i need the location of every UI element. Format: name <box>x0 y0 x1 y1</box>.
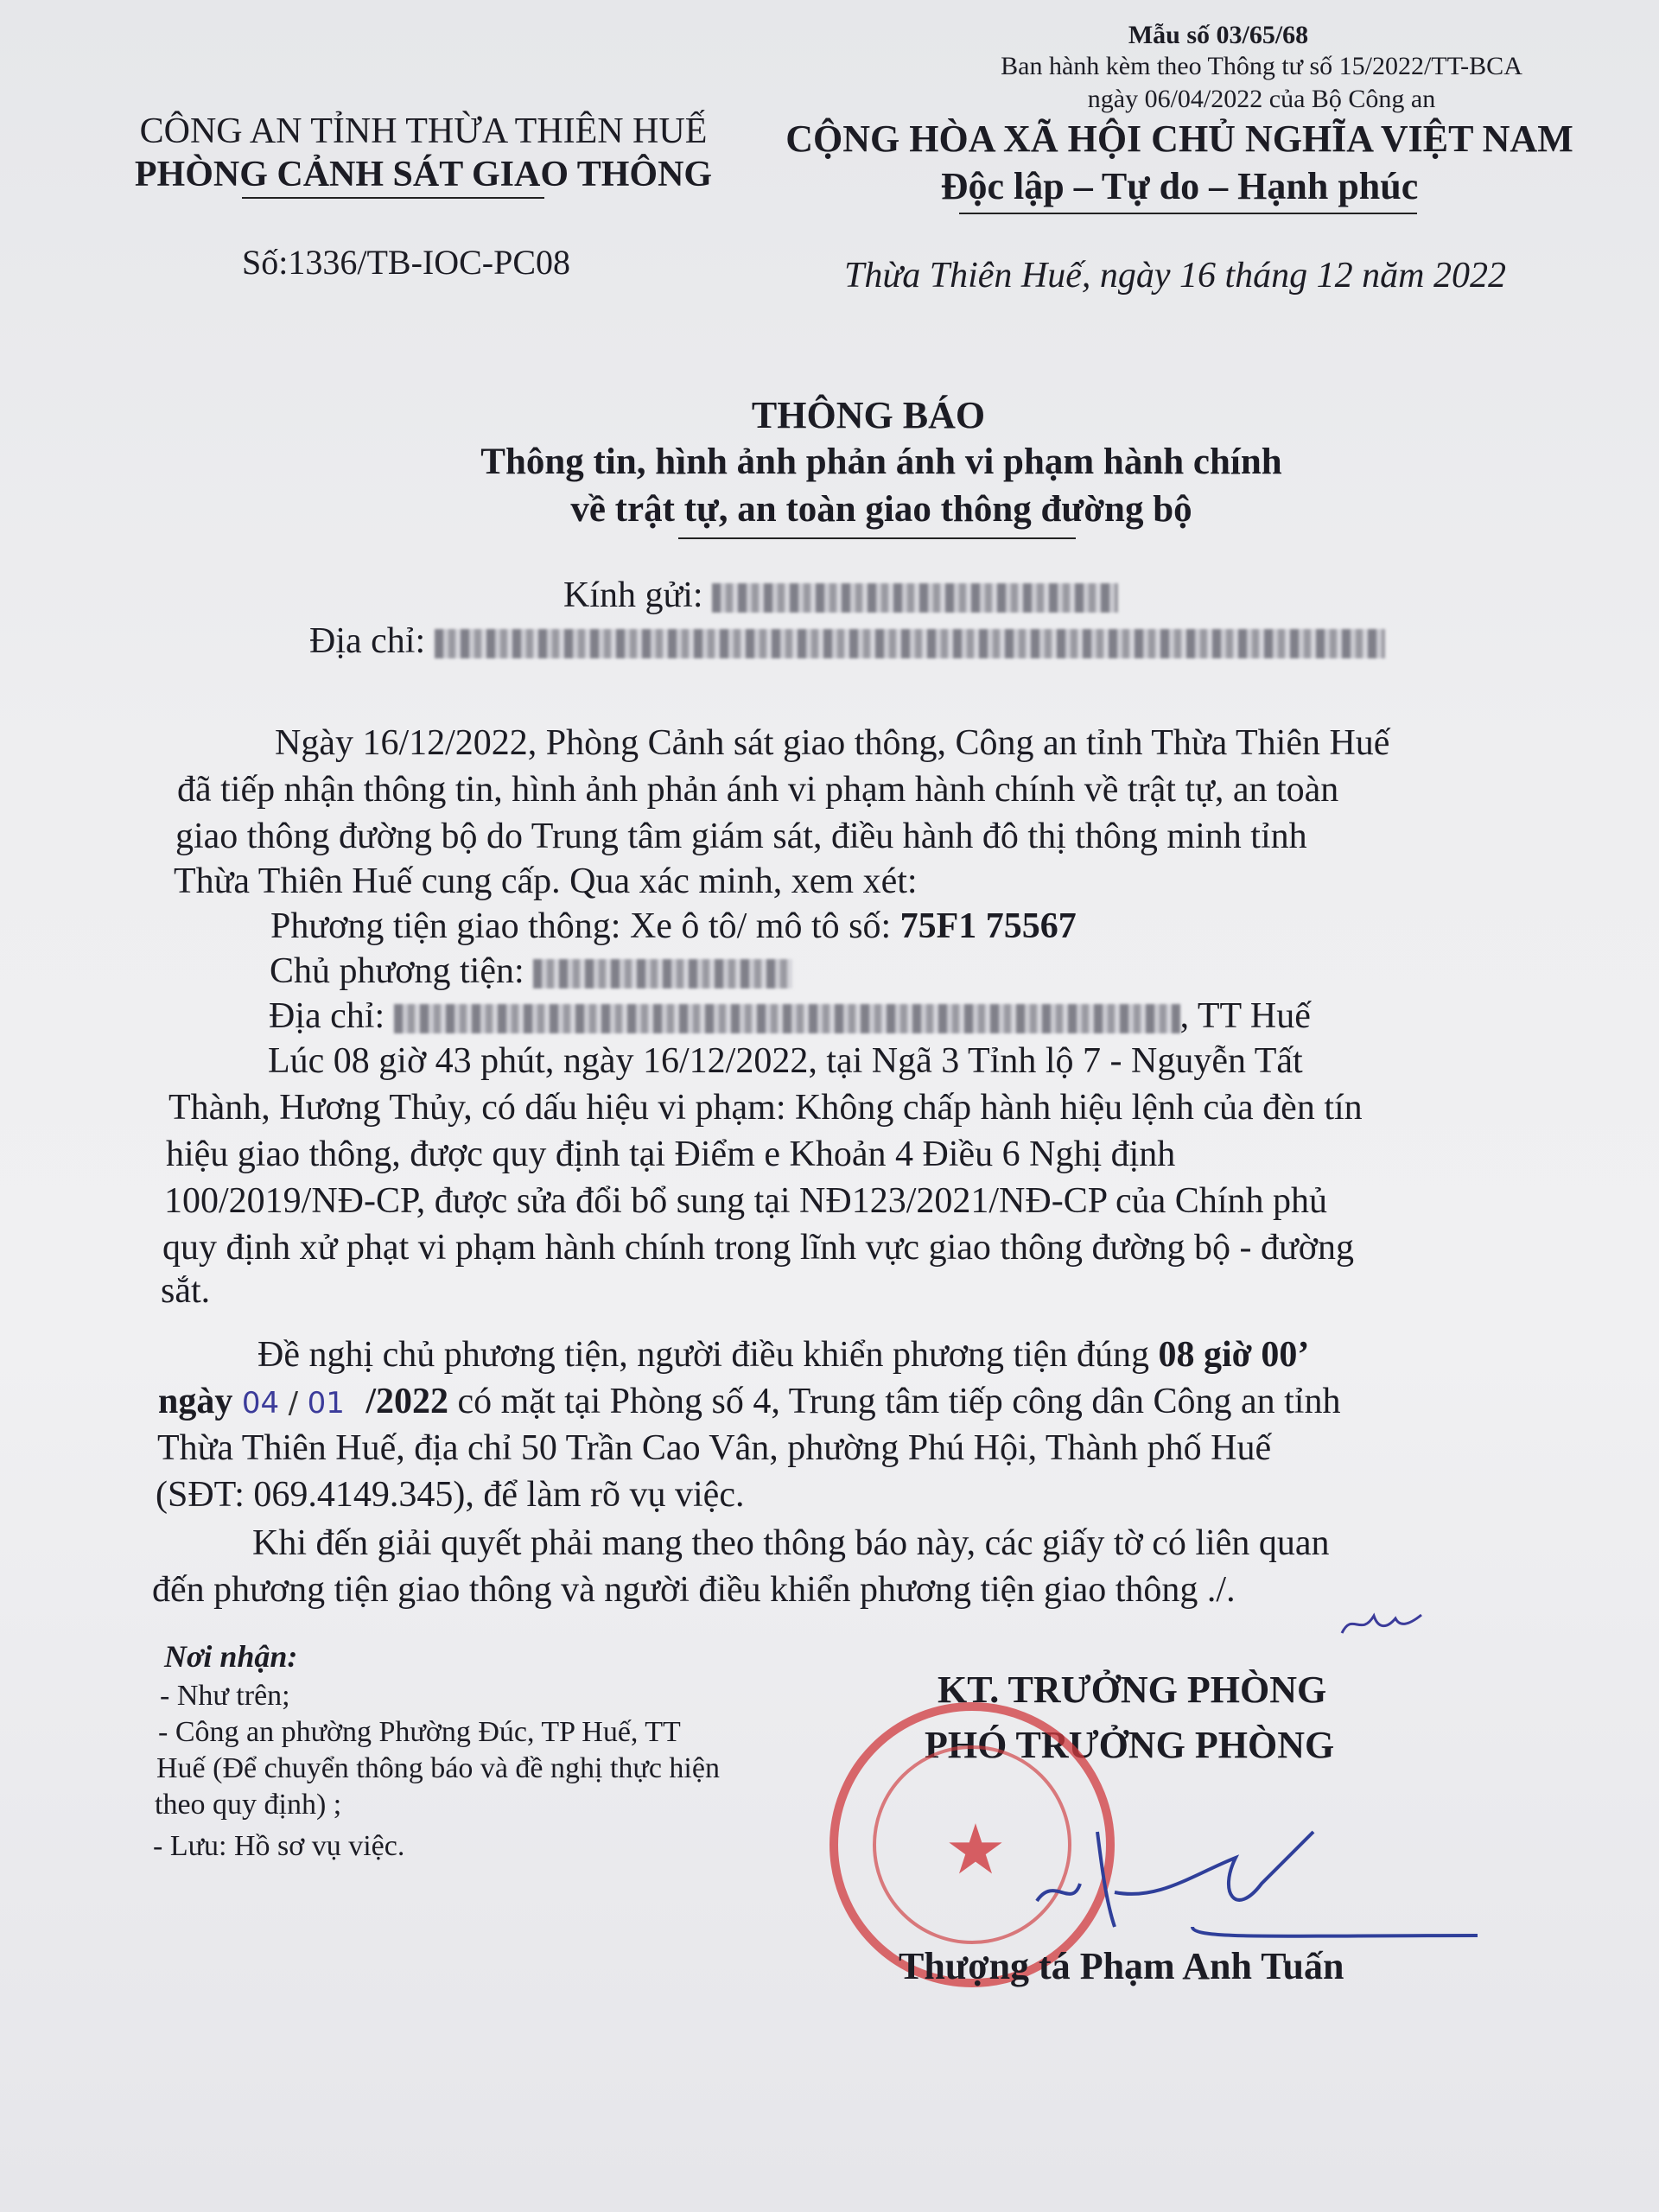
form-number: Mẫu số 03/65/68 <box>1128 21 1309 49</box>
paragraph1-line2: đã tiếp nhận thông tin, hình ảnh phản ánh vi phạm hành chính về trật tự, an toàn <box>177 770 1339 810</box>
handwritten-month: 01 <box>307 1386 345 1421</box>
owner-address-line <box>269 995 1311 1037</box>
agency-underline <box>242 197 544 199</box>
form-reference-line1: Ban hành kèm theo Thông tư số 15/2022/TT-BCA <box>1001 52 1522 80</box>
paragraph3-line3: Thừa Thiên Huế, địa chỉ 50 Trần Cao Vân, phường Phú Hội, Thành phố Huế <box>157 1428 1272 1468</box>
initials-mark <box>1335 1594 1430 1646</box>
signer-name: Thượng tá Phạm Anh Tuấn <box>899 1945 1344 1987</box>
paragraph4-line2: đến phương tiện giao thông và người điều khiển phương tiện giao thông ./. <box>152 1570 1236 1610</box>
owner-label: Chủ phương tiện: <box>270 951 524 991</box>
document-number: Số:1336/TB-IOC-PC08 <box>242 243 571 282</box>
paragraph2-line4: 100/2019/NĐ-CP, được sửa đổi bổ sung tại NĐ123/2021/NĐ-CP của Chính phủ <box>164 1181 1327 1221</box>
paragraph3-line4: (SĐT: 069.4149.345), để làm rõ vụ việc. <box>156 1475 745 1515</box>
motto-underline <box>959 213 1417 214</box>
seal-star-icon: ★ <box>944 1809 1007 1890</box>
national-motto: Độc lập – Tự do – Hạnh phúc <box>940 165 1419 207</box>
appointment-time: 08 giờ 00’ <box>1158 1335 1310 1375</box>
signer-title-line1: KT. TRƯỞNG PHÒNG <box>938 1669 1327 1711</box>
recipient-address-redacted <box>435 629 1385 658</box>
appointment-location: có mặt tại Phòng số 4, Trung tâm tiếp công dân Công an tỉnh <box>448 1382 1341 1421</box>
form-reference-line2: ngày 06/04/2022 của Bộ Công an <box>1087 85 1436 113</box>
appointment-day-label: ngày <box>158 1382 233 1421</box>
owner-address-label: Địa chỉ: <box>269 996 385 1036</box>
vehicle-label: Phương tiện giao thông: Xe ô tô/ mô tô số: <box>270 906 900 946</box>
recipient-line <box>563 575 1118 616</box>
recipients-line4: theo quy định) ; <box>155 1789 342 1821</box>
owner-line <box>270 950 792 992</box>
paragraph2-line1: Lúc 08 giờ 43 phút, ngày 16/12/2022, tại Ngã 3 Tỉnh lộ 7 - Nguyễn Tất <box>268 1041 1303 1081</box>
paragraph2-line2: Thành, Hương Thủy, có dấu hiệu vi phạm: Không chấp hành hiệu lệnh của đèn tín <box>168 1088 1363 1128</box>
national-title: CỘNG HÒA XÃ HỘI CHỦ NGHĨA VIỆT NAM <box>785 118 1573 160</box>
recipient-name-redacted <box>712 583 1118 613</box>
appointment-year: /2022 <box>365 1382 449 1421</box>
owner-address-redacted <box>394 1004 1180 1033</box>
paragraph1-line1: Ngày 16/12/2022, Phòng Cảnh sát giao thông, Công an tỉnh Thừa Thiên Huế <box>275 723 1390 763</box>
vehicle-plate: 75F1 75567 <box>899 906 1077 946</box>
vehicle-line <box>270 906 1077 947</box>
paragraph1-line4: Thừa Thiên Huế cung cấp. Qua xác minh, xem xét: <box>174 861 918 901</box>
place-and-date: Thừa Thiên Huế, ngày 16 tháng 12 năm 2022 <box>843 256 1507 296</box>
recipient-label: Kính gửi: <box>563 575 703 615</box>
paragraph3-line1 <box>257 1334 1309 1376</box>
recipients-line5: - Lưu: Hồ sơ vụ việc. <box>153 1830 405 1862</box>
document-title: THÔNG BÁO <box>751 394 986 436</box>
date-separator: / <box>288 1386 299 1421</box>
paragraph3-line1-text: Đề nghị chủ phương tiện, người điều khiển phương tiện đúng <box>257 1335 1159 1375</box>
recipient-address-label: Địa chỉ: <box>309 621 426 661</box>
paragraph1-line3: giao thông đường bộ do Trung tâm giám sát, điều hành đô thị thông minh tỉnh <box>175 817 1307 856</box>
handwritten-day: 04 <box>241 1386 280 1421</box>
recipients-line2: - Công an phường Phường Đúc, TP Huế, TT <box>158 1716 681 1748</box>
owner-address-tail: , TT Huế <box>1179 996 1311 1036</box>
paragraph2-line3: hiệu giao thông, được quy định tại Điểm e Khoản 4 Điều 6 Nghị định <box>166 1135 1176 1174</box>
agency-parent: CÔNG AN TỈNH THỪA THIÊN HUẾ <box>139 111 708 151</box>
document-subtitle-line1: Thông tin, hình ảnh phản ánh vi phạm hành chính <box>480 442 1282 482</box>
paragraph3-line2 <box>158 1381 1340 1422</box>
subtitle-underline <box>678 537 1076 539</box>
agency-name: PHÒNG CẢNH SÁT GIAO THÔNG <box>134 155 713 194</box>
paragraph2-line6: sắt. <box>161 1271 211 1311</box>
recipients-line1: - Như trên; <box>160 1680 290 1712</box>
signer-title-line2: PHÓ TRƯỞNG PHÒNG <box>925 1724 1335 1766</box>
handwritten-signature <box>1020 1797 1503 1961</box>
recipients-line3: Huế (Để chuyển thông báo và đề nghị thực hiện <box>156 1752 720 1784</box>
recipient-address-line <box>309 620 1385 662</box>
document-subtitle-line2: về trật tự, an toàn giao thông đường bộ <box>570 489 1192 530</box>
paragraph4-line1: Khi đến giải quyết phải mang theo thông báo này, các giấy tờ có liên quan <box>252 1523 1330 1563</box>
paragraph2-line5: quy định xử phạt vi phạm hành chính trong lĩnh vực giao thông đường bộ - đường <box>162 1228 1354 1268</box>
recipients-heading: Nơi nhận: <box>164 1639 298 1674</box>
owner-name-redacted <box>533 959 792 988</box>
